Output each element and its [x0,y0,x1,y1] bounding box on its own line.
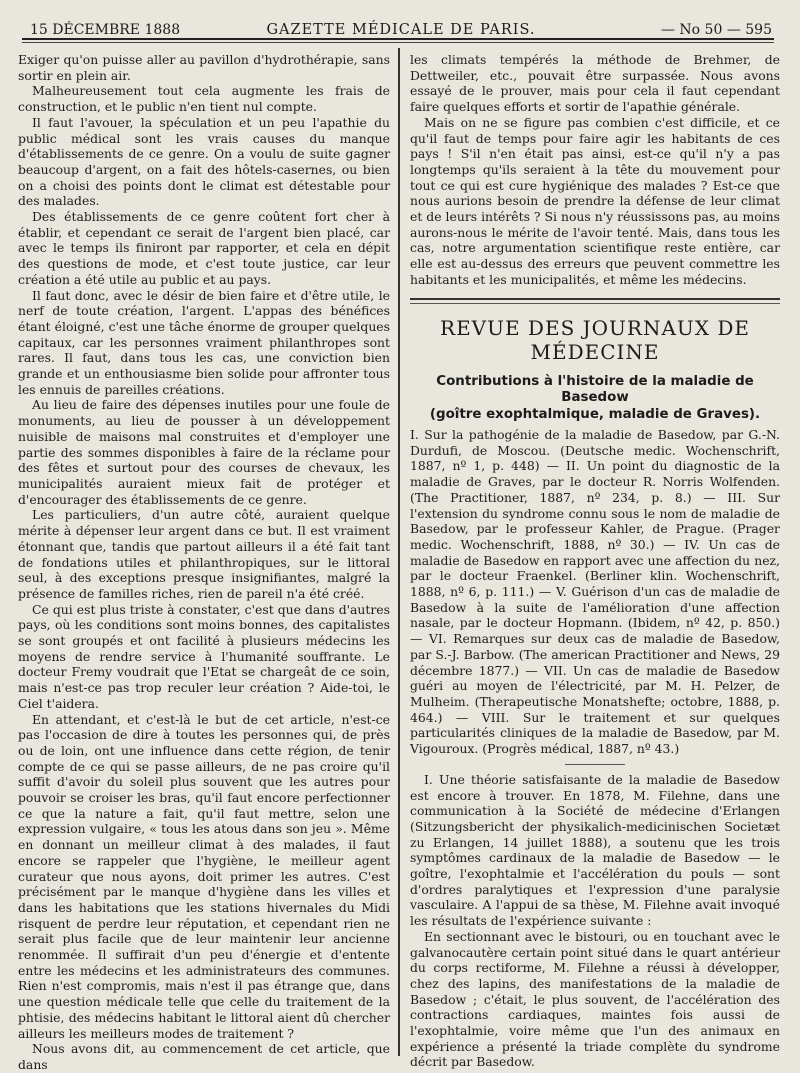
journal-title: GAZETTE MÉDICALE DE PARIS. [266,22,536,38]
article-title-line: Contributions à l'histoire de la maladie de Basedow [436,373,754,406]
section-title: REVUE DES JOURNAUX DE MÉDECINE [440,315,750,364]
paragraph: les climats tempérés la méthode de Brehmer, de Dettweiler, etc., pouvait être surpassée. Nous avons essayé de le prouver, mais pour cela il faut cependant faire quelques efforts et sortir de l'apathie générale. [410,52,780,115]
paragraph: Ce qui est plus triste à constater, c'est que dans d'autres pays, où les conditions sont moins bonnes, des capitalistes se sont groupés et ont facilité à plusieurs médecins les moyens de rendre service à l'humanité souffrante. Le docteur Fremy voudrait que l'Etat se chargeât de ce soin, mais n'est-ce pas trop reculer leur création ? Aide-toi, le Ciel t'aidera. [18,601,390,711]
right-column [410,52,780,1070]
page-header [30,16,772,38]
paragraph: I. Une théorie satisfaisante de la maladie de Basedow est encore à trouver. En 1878, M. Filehne, dans une communication à la Société de médecine d'Erlangen (Sitzungsbericht der physikalich-medicinischen Societæt zu Erlangen, 14 juillet 1888), a soutenu que les trois symptômes cardinaux de la maladie de Basedow — le goître, l'exophtalmie et l'accélération du pouls — sont d'ordres paralytiques et l'expression d'une paralysie vasculaire. A l'appui de sa thèse, M. Filehne avait invoqué les résultats de l'expérience suivante : [410,771,780,929]
column-divider [398,48,400,1056]
page-number: 595 [745,22,772,38]
header-rule [22,38,774,40]
paragraph: Nous avons dit, au commencement de cet article, que dans [18,1041,390,1072]
paragraph: Il faut donc, avec le désir de bien faire et d'être utile, le nerf de toute création, l'argent. L'appas des bénéfices étant éloigné, c'est une tâche énorme de grouper quelques capitaux, car les personnes vraiment philanthropes sont rares. Il faut, dans tous les cas, une conviction bien grande et un enthousiasme bien solide pour affronter tous les ennuis de pareilles créations. [18,287,390,397]
reference-list [410,427,780,757]
paragraph: En sectionnant avec le bistouri, ou en touchant avec le galvanocautère certain point situé dans le quart antérieur du corps rectiforme, M. Filehne a réussi à développer, chez des lapins, des manifestations de la maladie de Basedow ; c'était, le plus souvent, de l'accélération des contractions cardiaques, maintes fois aussi de l'exophtalmie, voire même que l'un des animaux en expérience a présenté la triade complète du syndrome décrit par Basedow. [410,928,780,1070]
paragraph: Mais on ne se figure pas combien c'est difficile, et ce qu'il faut de temps pour faire agir les habitants de ces pays ! S'il n'en était pas ainsi, est-ce qu'il n'y a pas longtemps qu'ils seraient à la tête du mouvement pour tout ce qui est cure hygiénique des malades ? Est-ce que nous aurions besoin de prendre la défense de leur climat et de leurs intérêts ? Si nous n'y réussissons pas, au moins aurons-nous le mérite de l'avoir tenté. Mais, dans tous les cas, notre argumentation scientifique reste entière, car elle est au-dessus des erreurs que peuvent commettre les habitants et les municipalités, et même les médecins. [410,114,780,287]
paragraph: En attendant, et c'est-là le but de cet article, n'est-ce pas l'occasion de dire à toutes les personnes qui, de près ou de loin, ont une influence dans cette région, de tenir compte de ce qui se passe ailleurs, de ne pas croire qu'il suffit d'avoir du soleil plus souvent que les autres pour pouvoir se croiser les bras, qu'il faut encore perfectionner ce que la nature a fait, qu'il faut mettre, selon une expression vulgaire, « tous les atous dans son jeu ». Même en donnant un meilleur climat à des malades, il faut encore se rappeler que l'hygiène, le meilleur agent curateur que nous ayons, doit primer les autres. C'est précisément par le manque d'hygiène dans les villes et dans les habitations que les stations hivernales du Midi risquent de perdre leur réputation, et cependant rien ne serait plus facile que de leur maintenir leur ancienne renommée. Il suffirait d'un peu d'énergie et d'entente entre les médecins et les administrateurs des communes. Rien n'est compromis, mais n'est il pas étrange que, dans une question médicale telle que celle du traitement de la phtisie, des médecins habitant le littoral aient dû chercher ailleurs les meilleurs modes de traitement ? [18,711,390,1041]
references-rule [565,764,625,765]
header-page-info [592,22,772,38]
article-title [410,374,780,424]
section-rule [410,298,780,300]
section-rule-thin [410,303,780,304]
paragraph: Malheureusement tout cela augmente les frais de construction, et le public n'en tient nul compte. [18,83,390,115]
paragraph: Les particuliers, d'un autre côté, auraient quelque mérite à dépenser leur argent dans ce but. Il est vraiment étonnant que, tandis que partout ailleurs il a été fait tant de fondations utiles et philanthropiques, sur le littoral seul, à des exceptions presque insignifiantes, malgré la présence de familles riches, rien de pareil n'a été créé. [18,507,390,601]
paragraph: Exiger qu'on puisse aller au pavillon d'hydrothérapie, sans sortir en plein air. [18,52,390,83]
left-column [18,52,390,1073]
paragraph: Des établissements de ce genre coûtent fort cher à établir, et cependant ce serait de l'argent bien placé, car avec le temps ils finiront par rapporter, et cela en dépit des questions de mode, et c'est toute justice, car leur création a été utile au public et au pays. [18,209,390,287]
references-paragraph: I. Sur la pathogénie de la maladie de Basedow, par G.-N. Durdufi, de Moscou. (Deutsche medic. Wochenschrift, 1887, nº 1, p. 448) — II. Un point du diagnostic de la maladie de Graves, par le docteur R. Norris Wolfenden. (The Practitioner, 1887, nº 234, p. 8.) — III. Sur l'extension du syndrome connu sous le nom de maladie de Basedow, par le professeur Kahler, de Prague. (Prager medic. Wochenschrift, 1888, nº 30.) — IV. Un cas de maladie de Basedow en rapport avec une affection du nez, par le docteur Fraenkel. (Berliner klin. Wochenschrift, 1888, nº 6, p. 111.) — V. Guérison d'un cas de maladie de Basedow à la suite de l'amélioration d'une affection nasale, par le docteur Hopmann. (Ibidem, nº 42, p. 850.) — VI. Remarques sur deux cas de maladie de Basedow, par S.-J. Barbow. (The american Practitioner and News, 29 décembre 1877.) — VII. Un cas de maladie de Basedow guéri au moyen de l'électricité, par M. H. Pelzer, de Mulheim. (Therapeutische Monatshefte; octobre, 1888, p. 464.) — VIII. Sur le traitement et sur quelques particularités cliniques de la maladie de Basedow, par M. Vigouroux. (Progrès médical, 1887, nº 43.) [410,427,780,757]
paragraph: Au lieu de faire des dépenses inutiles pour une foule de monuments, au lieu de pousser à un développement nuisible de maisons mal construites et d'employer une partie des sommes disponibles à faire de la réclame pour des fêtes et surtout pour des courses de chevaux, les municipalités auraient mieux fait de protéger et d'encourager des établissements de ce genre. [18,397,390,507]
paragraph: Il faut l'avouer, la spéculation et un peu l'apathie du public médical sont les vrais causes du manque d'établissements de ce genre. On a voulu de suite gagner beaucoup d'argent, on a fait des hôtels-casernes, ou bien on a choisi des points dont le climat est détestable pour des malades. [18,114,390,209]
article-title-line: (goître exophtalmique, maladie de Graves). [429,406,761,422]
header-rule-thin [22,42,774,43]
issue-number: — Nᴏ 50 — [660,22,741,38]
header-date: 15 DÉCEMBRE 1888 [30,22,181,38]
